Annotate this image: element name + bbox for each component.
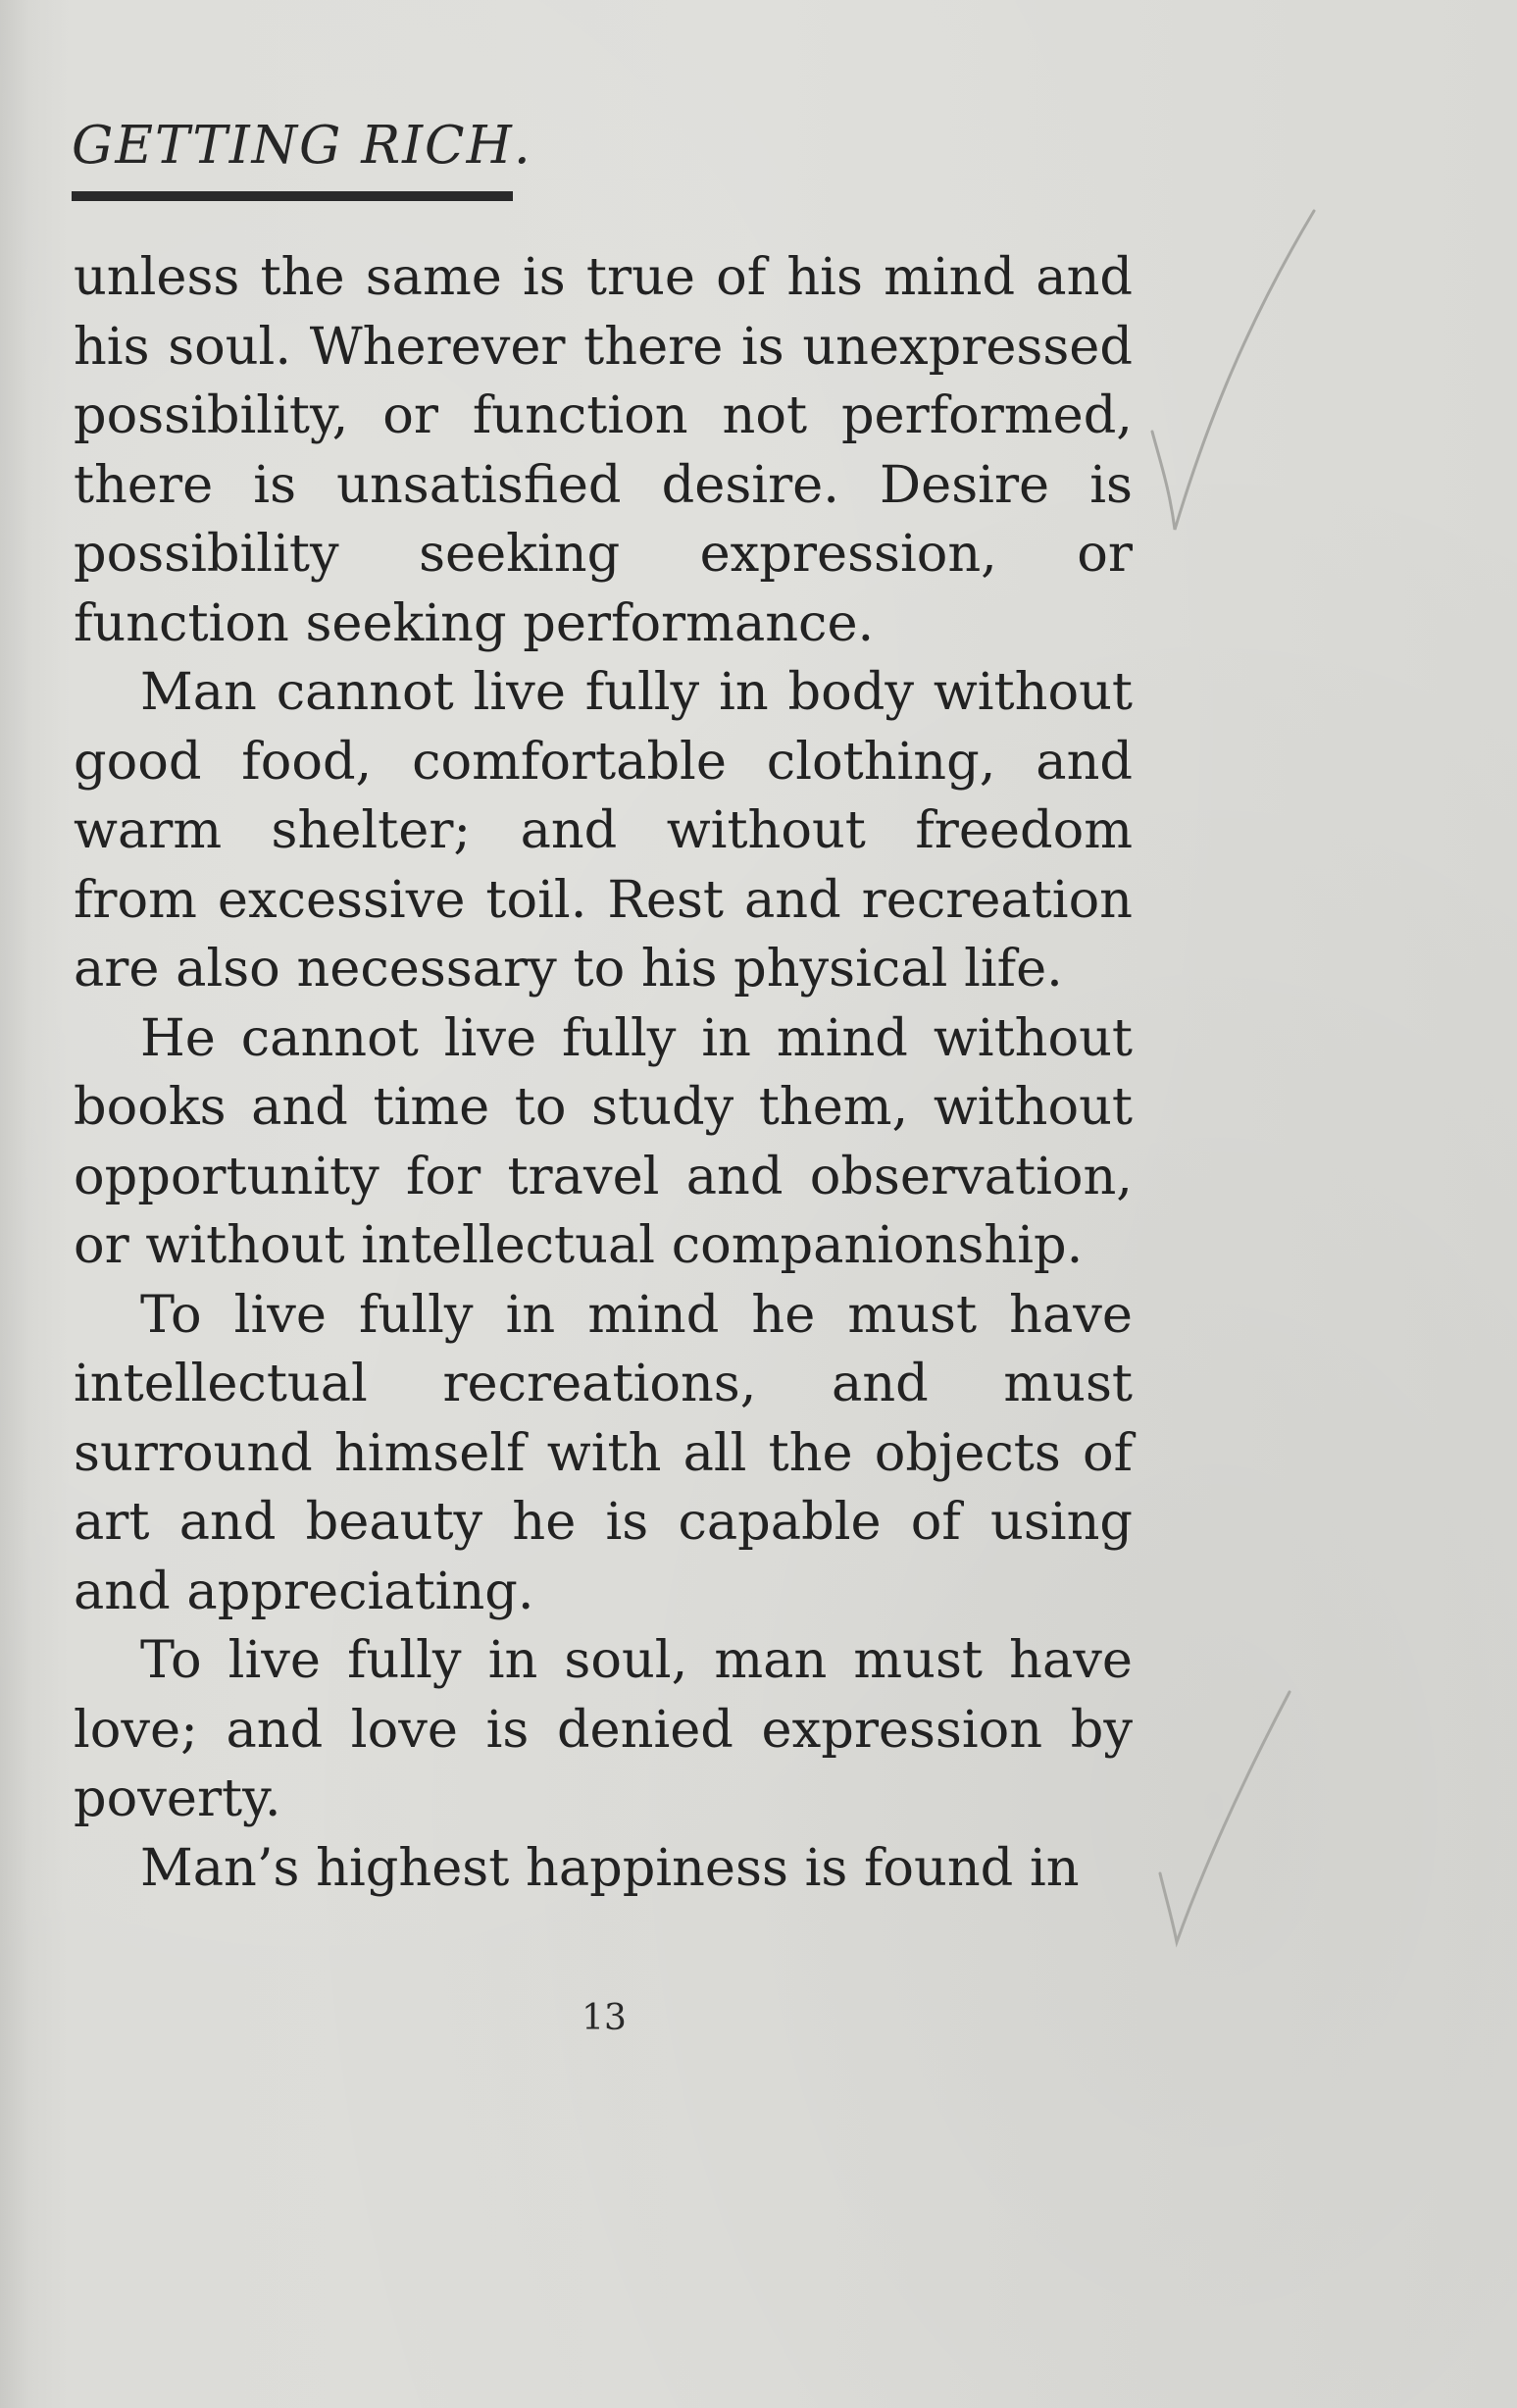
running-head: GETTING RICH. (72, 116, 532, 176)
paragraph-1: unless the same is true of his mind and his soul. Wherever there is unexpressed possibility, or function not performed, there is unsatisfied desire. Desire is possibility seeking expression, or function seeking performance. (74, 247, 1133, 653)
paragraph-2: Man cannot live fully in body without good food, comfortable clothing, and warm shelter; and without freedom from excessive toil. Rest and recreation are also necessary to his physical life. (74, 662, 1133, 999)
pencil-check-mark-icon (1152, 1687, 1299, 1962)
page-number: 13 (582, 1998, 627, 2038)
pencil-check-mark-icon (1142, 206, 1339, 549)
paragraph-6: Man’s highest happiness is found in (140, 1837, 1080, 1898)
paragraph-5: To live fully in soul, man must have love; and love is denied expression by poverty. (74, 1630, 1133, 1828)
paragraph-3: He cannot live fully in mind without books and time to study them, without opportunity for travel and observation, or without intellectual companionship. (74, 1007, 1133, 1275)
paragraph-4: To live fully in mind he must have intellectual recreations, and must surround himself with all the objects of art and beauty he is capable of using and appreciating. (74, 1284, 1133, 1621)
running-head-rule (72, 191, 513, 201)
body-text (74, 243, 1133, 1903)
